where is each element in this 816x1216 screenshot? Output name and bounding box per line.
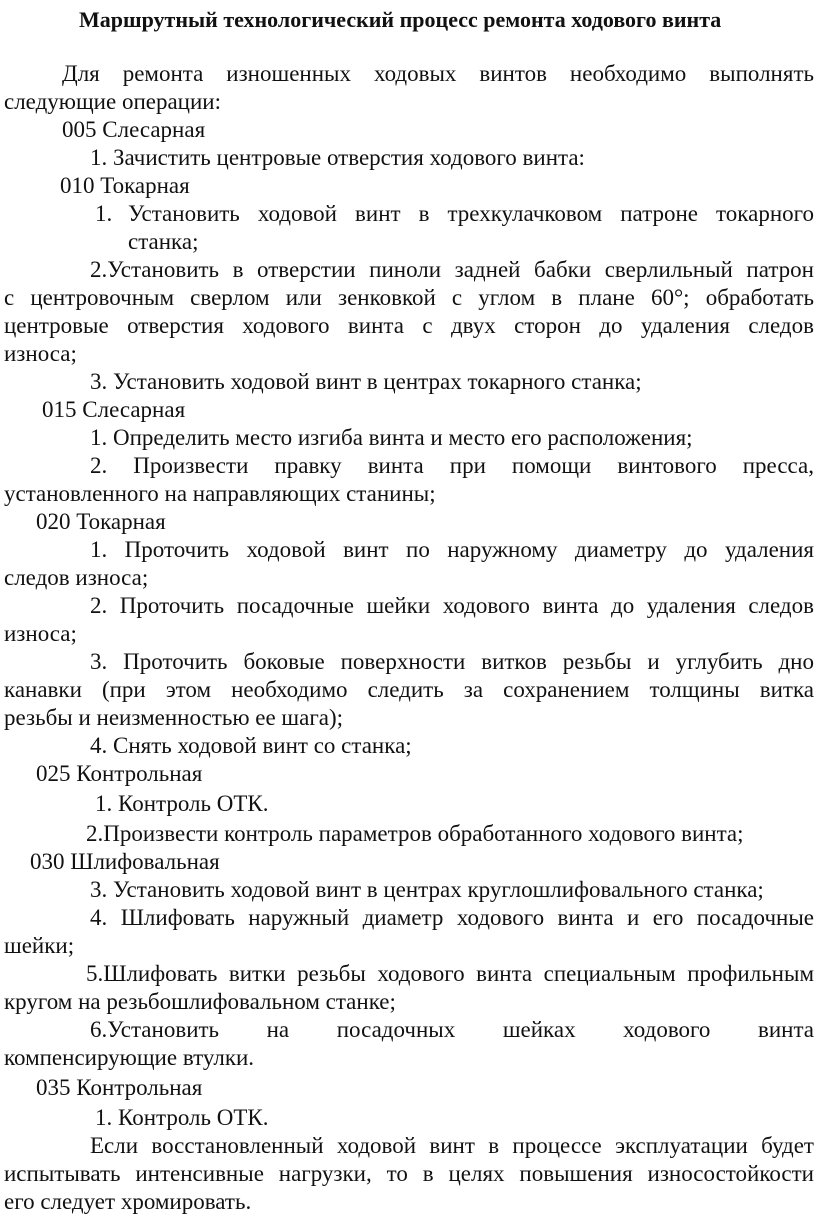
operation-step: следов износа; xyxy=(4,565,149,590)
operation-step: с центровочным сверлом или зенковкой с углом в плане 60°; обработать xyxy=(4,285,814,310)
step-number: 1. xyxy=(95,201,113,226)
operation-step: канавки (при этом необходимо следить за сохранением толщины витка xyxy=(4,677,814,702)
operation-header: 010 Токарная xyxy=(60,173,190,198)
operation-header: 020 Токарная xyxy=(36,509,166,534)
operation-step: 4. Снять ходовой винт со станка; xyxy=(90,733,412,758)
operation-step: 6.Установить на посадочных шейках ходового винта xyxy=(90,1017,814,1042)
operation-header: 030 Шлифовальная xyxy=(30,849,220,874)
operation-step: компенсирующие втулки. xyxy=(4,1045,255,1070)
operation-header: 005 Слесарная xyxy=(62,117,206,142)
operation-header: 025 Контрольная xyxy=(36,761,203,786)
operation-step: 2. Проточить посадочные шейки ходового винта до удаления следов xyxy=(90,593,814,618)
document-title: Маршрутный технологический процесс ремонта ходового винта xyxy=(79,7,722,32)
operation-step: 3. Установить ходовой винт в центрах круглошлифовального станка; xyxy=(90,877,764,902)
operation-step: 1. Контроль ОТК. xyxy=(95,1105,269,1130)
operation-step: установленного на направляющих станины; xyxy=(4,481,436,506)
operation-step: Установить ходовой винт в трехкулачковом патроне токарного xyxy=(128,201,814,226)
operation-step: износа; xyxy=(4,341,77,366)
operation-step: 1. Определить место изгиба винта и место его расположения; xyxy=(90,425,693,450)
operation-header: 015 Слесарная xyxy=(42,397,186,422)
conclusion-text: испытывать интенсивные нагрузки, то в целях повышения износостойкости xyxy=(4,1161,814,1186)
conclusion-text: Если восстановленный ходовой винт в процессе эксплуатации будет xyxy=(90,1133,814,1158)
operation-step: 2.Установить в отверстии пиноли задней бабки сверлильный патрон xyxy=(90,257,814,282)
operation-step: 1. Проточить ходовой винт по наружному диаметру до удаления xyxy=(90,537,814,562)
operation-step: станка; xyxy=(128,229,199,254)
operation-step: 2. Произвести правку винта при помощи винтового пресса, xyxy=(90,453,814,478)
intro-text: следующие операции: xyxy=(4,89,221,114)
operation-step: 4. Шлифовать наружный диаметр ходового винта и его посадочные xyxy=(90,905,814,930)
operation-step: 3. Проточить боковые поверхности витков резьбы и углубить дно xyxy=(90,649,814,674)
intro-text: Для ремонта изношенных ходовых винтов необходимо выполнять xyxy=(62,61,814,86)
operation-step: резьбы и неизменностью ее шага); xyxy=(4,705,344,730)
operation-step: 2.Произвести контроль параметров обработанного ходового винта; xyxy=(86,821,744,846)
operation-header: 035 Контрольная xyxy=(36,1075,203,1100)
operation-step: кругом на резьбошлифовальном станке; xyxy=(4,989,396,1014)
operation-step: шейки; xyxy=(4,933,75,958)
operation-step: 5.Шлифовать витки резьбы ходового винта специальным профильным xyxy=(86,961,814,986)
conclusion-text: его следует хромировать. xyxy=(4,1189,252,1214)
operation-step: 1. Контроль ОТК. xyxy=(95,791,269,816)
operation-step: 3. Установить ходовой винт в центрах токарного станка; xyxy=(90,369,642,394)
operation-step: 1. Зачистить центровые отверстия ходового винта: xyxy=(90,145,585,170)
operation-step: износа; xyxy=(4,621,77,646)
operation-step: центровые отверстия ходового винта с двух сторон до удаления следов xyxy=(4,313,814,338)
